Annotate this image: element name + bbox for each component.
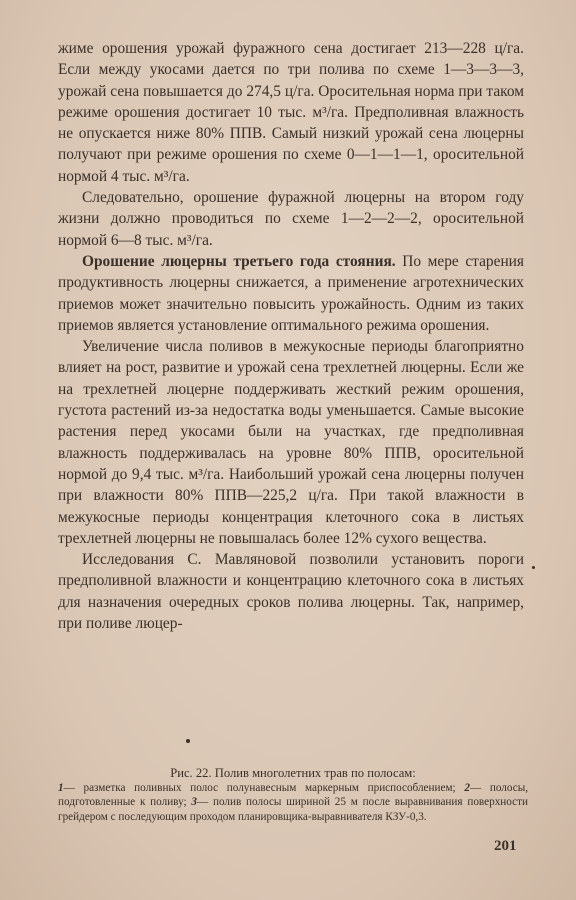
caption-item-number: 2 [464, 782, 470, 795]
paragraph-3-text: По мере старения продуктивность люцерны снижается, а применение агротехнических приемов может значительно повысить урожайность. Одним из таких приемов является установление оптимального режима орошения. [58, 252, 524, 334]
paragraph-1: жиме орошения урожай фуражного сена достигает 213—228 ц/га. Если между укосами дается по три полива по схеме 1—3—3—3, урожай сена повышается до 274,5 ц/га. Оросительная норма при таком режиме орошения достигает 10 тыс. м³/га. Предполивная влажность не опускается ниже 80% ППВ. Самый низкий урожай сена люцерны получают при режиме орошения по схеме 0—1—1—1, оросительной нормой 4 тыс. м³/га. [58, 40, 524, 185]
caption-item-text: — полосы, подготовленные к поливу; [58, 782, 529, 809]
run-in-heading: Орошение люцерны третьего года стояния. [82, 252, 396, 270]
caption-body [58, 781, 528, 824]
caption-title: Рис. 22. Полив многолетних трав по полосам: [170, 766, 416, 780]
paragraph-3 [58, 251, 524, 336]
caption-item-text: — полив полосы шириной 25 м после выравнивания поверхности грейдером с последующим проходом планировщика-выравнивателя КЗУ-0,3. [58, 796, 528, 823]
paragraph-5: Исследования С. Мавляновой позволили установить пороги предполивной влажности и концентрацию клеточного сока в листьях для назначения очередных сроков полива люцерны. Так, например, при поливе люцер- [58, 551, 524, 633]
caption-item-number: 3 [191, 796, 198, 809]
ink-speck [186, 739, 190, 743]
body-text [58, 38, 524, 634]
paragraph-2: Следовательно, орошение фуражной люцерны на втором году жизни должно проводиться по схеме 1—2—2—2, оросительной нормой 6—8 тыс. м³/га. [58, 189, 524, 249]
figure-caption [58, 766, 528, 824]
paragraph-4: Увеличение числа поливов в межукосные периоды благоприятно влияет на рост, развитие и урожай сена трехлетней люцерны. Если же на трехлетней люцерне поддерживать жесткий режим орошения, густота растений из-за недостатка воды уменьшается. Самые высокие растения перед укосами были на участках, где предполивная влажность поддерживалась на уровне 80% ППВ, оросительной нормой до 9,4 тыс. м³/га. Наибольший урожай сена люцерны получен при влажности 80% ППВ—225,2 ц/га. При такой влажности в межукосные периоды концентрация клеточного сока в листьях трехлетней люцерны не повышалась более 12% сухого вещества. [58, 338, 524, 547]
caption-item-text: — разметка поливных полос полунавесным маркерным приспособлением; [63, 782, 456, 795]
page-number: 201 [494, 838, 517, 854]
caption-item-number: 1 [58, 782, 64, 795]
ink-speck [532, 566, 535, 569]
